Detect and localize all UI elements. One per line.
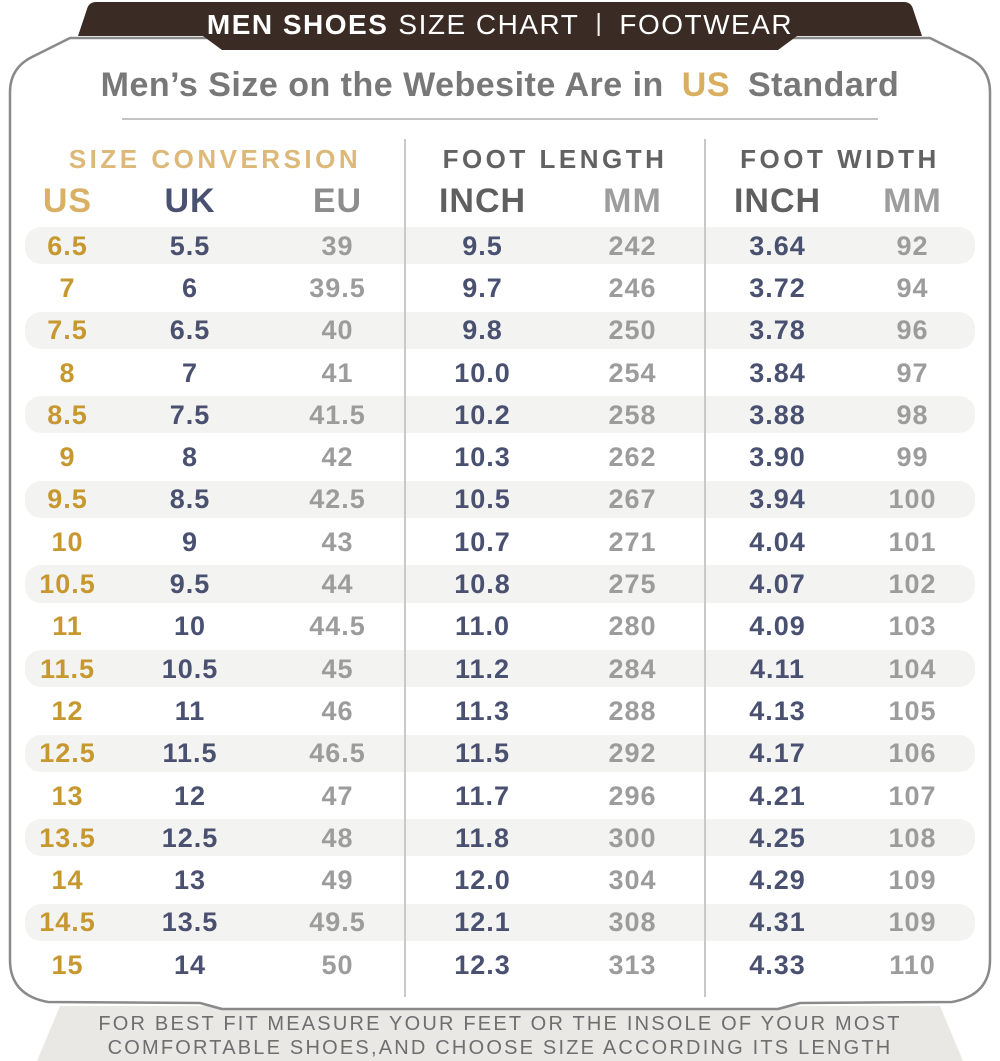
column-header-us: US	[42, 181, 93, 220]
table-cell: 3.88	[749, 399, 806, 430]
table-cell: 47	[321, 780, 354, 811]
table-cell: 8	[181, 442, 199, 473]
table-row	[25, 352, 975, 394]
table-row	[25, 817, 975, 859]
table-cell: 94	[896, 272, 929, 303]
table-cell: 9.8	[462, 315, 503, 346]
table-cell: 10.7	[454, 526, 511, 557]
table-cell: 10	[173, 611, 207, 642]
table-cell: 101	[888, 526, 937, 557]
column-header-row	[25, 177, 975, 225]
page-title	[0, 66, 1000, 105]
table-cell: 46.5	[309, 738, 366, 769]
table-cell: 254	[608, 357, 657, 388]
table-cell: 11.5	[454, 738, 511, 769]
table-row	[25, 394, 975, 436]
table-cell: 13.5	[161, 907, 219, 938]
table-cell: 50	[321, 949, 354, 980]
table-cell: 15	[51, 949, 84, 980]
table-cell: 13	[173, 865, 207, 896]
group-divider-left	[404, 139, 406, 997]
table-row	[25, 225, 975, 267]
table-cell: 10.8	[454, 569, 511, 600]
banner-title-bold: MEN SHOES	[206, 9, 389, 40]
table-cell: 7.5	[47, 315, 88, 346]
table-cell: 13.5	[39, 822, 96, 853]
table-row	[25, 733, 975, 775]
table-cell: 4.09	[749, 611, 806, 642]
table-cell: 6	[181, 272, 199, 303]
table-cell: 10.2	[454, 399, 511, 430]
table-rows	[25, 225, 975, 986]
table-cell: 110	[889, 949, 936, 980]
table-row	[25, 563, 975, 605]
table-cell: 246	[608, 272, 657, 303]
table-cell: 3.64	[749, 230, 806, 261]
table-cell: 267	[608, 484, 657, 515]
table-cell: 107	[888, 780, 937, 811]
table-cell: 96	[896, 315, 929, 346]
table-row	[25, 902, 975, 944]
table-cell: 92	[896, 230, 929, 261]
table-cell: 10.5	[454, 484, 511, 515]
table-cell: 11.8	[454, 822, 511, 853]
group-header-foot-length: FOOT LENGTH	[442, 143, 668, 174]
table-cell: 3.90	[749, 442, 806, 473]
title-prefix: Men’s Size on the Webesite Are in	[100, 66, 664, 104]
table-cell: 5.5	[169, 230, 211, 261]
table-cell: 4.11	[749, 653, 806, 684]
table-cell: 9.7	[462, 272, 503, 303]
table-cell: 12.5	[39, 738, 96, 769]
group-header-foot-width: FOOT WIDTH	[740, 143, 940, 174]
table-cell: 3.84	[749, 357, 806, 388]
table-cell: 106	[888, 738, 937, 769]
table-cell: 292	[608, 738, 657, 769]
table-cell: 271	[608, 526, 657, 557]
table-cell: 11	[174, 695, 206, 726]
table-cell: 45	[321, 653, 354, 684]
table-cell: 48	[321, 822, 354, 853]
table-row	[25, 479, 975, 521]
table-cell: 44	[321, 569, 354, 600]
table-cell: 49.5	[309, 907, 366, 938]
column-group-header-row	[25, 139, 975, 179]
footer-note-line2: COMFORTABLE SHOES,AND CHOOSE SIZE ACCORDING ITS LENGTH	[107, 1036, 893, 1059]
table-cell: 46	[321, 695, 354, 726]
table-cell: 7	[59, 272, 76, 303]
table-cell: 109	[888, 907, 937, 938]
table-cell: 304	[608, 865, 657, 896]
table-cell: 308	[608, 907, 657, 938]
table-cell: 103	[888, 611, 937, 642]
table-cell: 42	[321, 442, 354, 473]
table-cell: 11.5	[39, 653, 96, 684]
banner-title-regular: SIZE CHART	[398, 9, 580, 40]
table-cell: 4.31	[749, 907, 806, 938]
title-suffix: Standard	[747, 66, 900, 104]
table-cell: 99	[896, 442, 929, 473]
table-cell: 39	[321, 230, 354, 261]
table-cell: 284	[608, 653, 657, 684]
table-cell: 108	[888, 822, 937, 853]
table-cell: 41	[321, 357, 354, 388]
table-cell: 300	[608, 822, 657, 853]
table-cell: 12.1	[454, 907, 511, 938]
table-cell: 11.0	[454, 611, 511, 642]
footer-note	[0, 1013, 1000, 1060]
table-cell: 258	[608, 399, 657, 430]
table-row	[25, 690, 975, 732]
table-cell: 10.0	[454, 357, 511, 388]
table-cell: 11.2	[454, 653, 511, 684]
table-cell: 12	[173, 780, 207, 811]
banner-divider: |	[595, 8, 604, 37]
table-row	[25, 648, 975, 690]
table-cell: 102	[888, 569, 937, 600]
table-cell: 10.5	[39, 569, 96, 600]
table-cell: 3.94	[749, 484, 806, 515]
table-cell: 13	[51, 780, 84, 811]
banner-category: FOOTWEAR	[619, 9, 794, 40]
table-row	[25, 944, 975, 986]
table-cell: 42.5	[309, 484, 366, 515]
table-cell: 49	[321, 865, 354, 896]
title-underline	[122, 118, 878, 120]
table-cell: 6.5	[169, 315, 211, 346]
table-cell: 9	[59, 442, 76, 473]
table-cell: 100	[888, 484, 937, 515]
column-header-width-inch: INCH	[733, 181, 822, 220]
table-cell: 10	[51, 526, 84, 557]
table-cell: 3.78	[749, 315, 806, 346]
table-cell: 105	[888, 695, 937, 726]
table-cell: 12.0	[454, 865, 511, 896]
table-row	[25, 310, 975, 352]
table-cell: 4.04	[749, 526, 806, 557]
table-cell: 14	[173, 949, 207, 980]
table-cell: 8.5	[169, 484, 211, 515]
table-cell: 9.5	[169, 569, 211, 600]
table-cell: 7	[181, 357, 199, 388]
table-cell: 11.7	[454, 780, 511, 811]
table-cell: 275	[608, 569, 657, 600]
table-cell: 4.25	[749, 822, 806, 853]
table-cell: 43	[321, 526, 354, 557]
table-cell: 288	[608, 695, 657, 726]
table-cell: 10.5	[161, 653, 219, 684]
column-header-width-mm: MM	[883, 181, 942, 220]
table-cell: 14	[51, 865, 84, 896]
table-cell: 11	[52, 611, 83, 642]
table-cell: 4.33	[749, 949, 806, 980]
table-row	[25, 521, 975, 563]
table-cell: 12.3	[454, 949, 511, 980]
table-cell: 242	[608, 230, 657, 261]
table-cell: 9	[181, 526, 199, 557]
table-cell: 296	[608, 780, 657, 811]
table-cell: 10.3	[454, 442, 511, 473]
table-cell: 4.07	[749, 569, 806, 600]
column-header-uk: UK	[164, 181, 216, 220]
table-cell: 8	[59, 357, 76, 388]
table-cell: 8.5	[47, 399, 88, 430]
table-cell: 39.5	[309, 272, 366, 303]
table-cell: 4.21	[749, 780, 806, 811]
table-cell: 104	[888, 653, 937, 684]
table-cell: 262	[608, 442, 657, 473]
table-cell: 7.5	[169, 399, 211, 430]
table-cell: 109	[888, 865, 937, 896]
group-header-size-conversion: SIZE CONVERSION	[68, 143, 362, 174]
table-cell: 313	[608, 949, 657, 980]
column-header-length-inch: INCH	[438, 181, 527, 220]
column-header-length-mm: MM	[603, 181, 662, 220]
table-cell: 40	[321, 315, 354, 346]
table-cell: 97	[896, 357, 929, 388]
column-header-eu: EU	[312, 181, 363, 220]
title-highlight-us: US	[681, 66, 730, 104]
table-cell: 3.72	[749, 272, 806, 303]
table-cell: 41.5	[309, 399, 366, 430]
table-cell: 14.5	[39, 907, 96, 938]
table-row	[25, 436, 975, 478]
table-cell: 9.5	[462, 230, 503, 261]
footer-note-line1: FOR BEST FIT MEASURE YOUR FEET OR THE INSOLE OF YOUR MOST	[98, 1013, 902, 1035]
table-cell: 9.5	[47, 484, 88, 515]
table-cell: 6.5	[47, 230, 88, 261]
table-cell: 11.5	[162, 738, 218, 769]
table-row	[25, 775, 975, 817]
table-cell: 12.5	[161, 822, 219, 853]
table-row	[25, 859, 975, 901]
table-cell: 280	[608, 611, 657, 642]
table-cell: 11.3	[454, 695, 511, 726]
table-cell: 4.17	[749, 738, 806, 769]
table-cell: 4.29	[749, 865, 806, 896]
table-cell: 4.13	[749, 695, 806, 726]
group-divider-right	[704, 139, 706, 997]
table-cell: 12	[51, 695, 84, 726]
table-row	[25, 267, 975, 309]
table-cell: 250	[608, 315, 657, 346]
table-cell: 98	[896, 399, 929, 430]
table-cell: 44.5	[309, 611, 366, 642]
table-row	[25, 606, 975, 648]
banner	[0, 0, 1000, 50]
